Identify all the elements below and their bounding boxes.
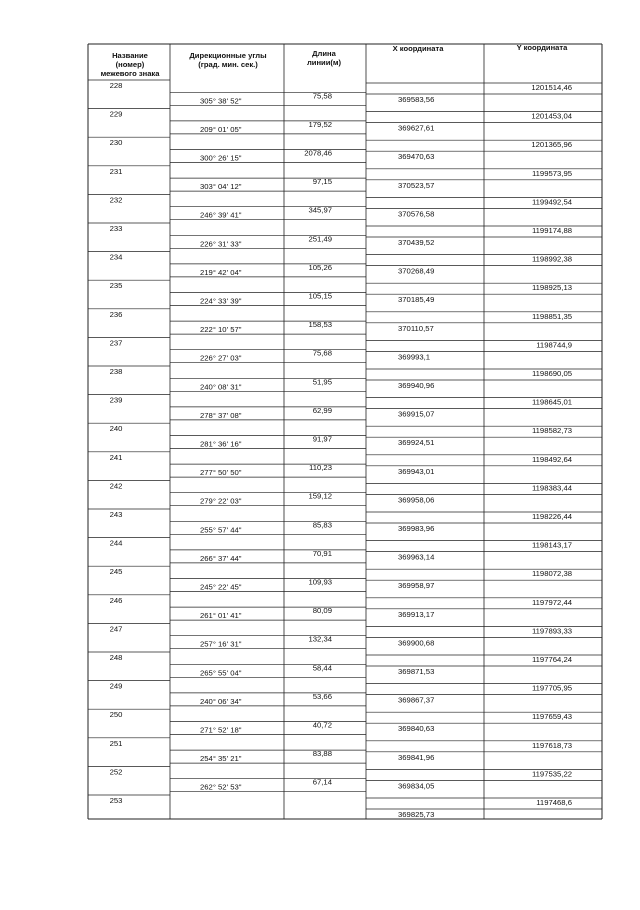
direction-angle: 277° 50' 50" xyxy=(200,468,242,478)
y-coordinate: 1201453,04 xyxy=(531,111,572,121)
point-name: 244 xyxy=(109,538,123,548)
x-coordinate: 369867,37 xyxy=(398,695,435,705)
point-name: 246 xyxy=(109,595,123,605)
line-length: 80,09 xyxy=(312,606,332,616)
direction-angle: 255° 57' 44" xyxy=(200,525,242,535)
point-name: 237 xyxy=(109,338,123,348)
direction-angle: 254° 35' 21" xyxy=(200,754,242,764)
point-name: 248 xyxy=(109,653,123,662)
header-y-coordinate: Y координата xyxy=(516,43,568,52)
line-length: 85,83 xyxy=(312,520,332,530)
x-coordinate: 369915,07 xyxy=(398,409,435,419)
direction-angle: 300° 26' 15" xyxy=(200,153,242,163)
x-coordinate: 369924,51 xyxy=(398,438,435,448)
x-coordinate: 369627,61 xyxy=(398,123,435,133)
y-coordinate: 1197618,73 xyxy=(531,740,572,750)
table-body xyxy=(88,44,602,819)
y-coordinate: 1201365,96 xyxy=(531,140,572,150)
x-coordinate: 369913,17 xyxy=(398,609,435,619)
x-coordinate: 369470,63 xyxy=(398,152,435,162)
direction-angle: 266° 37' 44" xyxy=(200,553,242,563)
direction-angle: 240° 06' 34" xyxy=(200,696,242,706)
x-coordinate: 369825,73 xyxy=(398,810,435,819)
y-coordinate: 1199573,95 xyxy=(531,168,572,178)
y-coordinate: 1197468,6 xyxy=(536,798,572,807)
direction-angle: 226° 31' 33" xyxy=(200,239,242,249)
point-name: 239 xyxy=(109,395,123,405)
direction-angle: 278° 37' 08" xyxy=(200,410,242,420)
point-name: 233 xyxy=(109,224,123,233)
y-coordinate: 1198645,01 xyxy=(531,397,572,407)
y-coordinate: 1198744,9 xyxy=(536,340,572,350)
y-coordinate: 1198690,05 xyxy=(531,369,572,378)
header-length-line-2: линии(м) xyxy=(306,58,342,67)
point-name: 250 xyxy=(109,710,123,720)
point-name: 253 xyxy=(109,796,123,805)
x-coordinate: 370268,49 xyxy=(398,266,435,276)
point-name: 240 xyxy=(109,424,123,434)
line-length: 158,53 xyxy=(308,320,332,330)
x-coordinate: 369583,56 xyxy=(398,95,435,104)
y-coordinate: 1197705,95 xyxy=(531,683,572,693)
header-angle-line-2: (град. мин. сек.) xyxy=(198,60,258,69)
line-length: 51,95 xyxy=(312,377,332,387)
direction-angle: 265° 55' 04" xyxy=(200,668,242,678)
direction-angle: 262° 52' 53" xyxy=(200,782,242,792)
direction-angle: 224° 33' 39" xyxy=(200,296,242,306)
x-coordinate: 370576,58 xyxy=(398,209,435,219)
direction-angle: 271° 52' 18" xyxy=(200,725,242,735)
y-coordinate: 1197893,33 xyxy=(531,626,572,636)
direction-angle: 305° 38' 52" xyxy=(200,96,242,106)
x-coordinate: 369900,68 xyxy=(398,638,435,648)
x-coordinate: 370523,57 xyxy=(398,180,435,190)
line-length: 75,68 xyxy=(312,348,332,358)
point-name: 252 xyxy=(109,767,123,777)
line-length: 105,26 xyxy=(308,262,332,272)
line-length: 105,15 xyxy=(308,291,332,301)
x-coordinate: 369943,01 xyxy=(398,466,435,476)
header-name-line-1: Название xyxy=(112,51,148,60)
direction-angle: 303° 04' 12" xyxy=(200,182,242,192)
point-name: 251 xyxy=(109,738,123,748)
direction-angle: 281° 36' 16" xyxy=(200,439,242,449)
y-coordinate: 1198582,73 xyxy=(531,426,572,436)
line-length: 110,23 xyxy=(309,463,332,473)
direction-angle: 245° 22' 45" xyxy=(200,582,242,592)
y-coordinate: 1198851,35 xyxy=(531,311,572,321)
x-coordinate: 369834,05 xyxy=(398,781,435,791)
header-angle-line-1: Дирекционные углы xyxy=(189,51,267,60)
x-coordinate: 370439,52 xyxy=(398,238,435,247)
x-coordinate: 369993,1 xyxy=(398,352,431,362)
header-x-coordinate: X координата xyxy=(392,44,444,53)
x-coordinate: 369963,14 xyxy=(398,552,435,562)
y-coordinate: 1199174,88 xyxy=(531,226,572,235)
line-length: 91,97 xyxy=(312,434,332,444)
direction-angle: 279° 22' 03" xyxy=(200,496,242,506)
point-name: 235 xyxy=(109,281,123,291)
direction-angle: 226° 27' 03" xyxy=(200,353,242,363)
direction-angle: 222° 10' 57" xyxy=(200,325,242,335)
point-name: 245 xyxy=(109,567,123,577)
direction-angle: 246° 39' 41" xyxy=(200,210,242,220)
x-coordinate: 369958,06 xyxy=(398,495,435,505)
y-coordinate: 1197972,44 xyxy=(531,597,572,607)
line-length: 62,99 xyxy=(312,405,332,415)
x-coordinate: 369940,96 xyxy=(398,381,435,390)
y-coordinate: 1197659,43 xyxy=(531,712,572,722)
line-length: 159,12 xyxy=(308,491,332,501)
x-coordinate: 369958,97 xyxy=(398,581,435,591)
line-length: 345,97 xyxy=(308,205,332,215)
point-name: 236 xyxy=(109,309,123,319)
direction-angle: 219° 42' 04" xyxy=(200,267,242,277)
line-length: 75,58 xyxy=(312,91,332,101)
y-coordinate: 1198383,44 xyxy=(531,483,572,493)
point-name: 243 xyxy=(109,510,123,519)
y-coordinate: 1198925,13 xyxy=(531,283,572,293)
point-name: 228 xyxy=(109,81,123,90)
line-length: 83,88 xyxy=(312,749,332,759)
point-name: 229 xyxy=(109,109,123,119)
x-coordinate: 369840,63 xyxy=(398,724,435,734)
x-coordinate: 370110,57 xyxy=(398,323,434,333)
line-length: 251,49 xyxy=(308,234,332,244)
y-coordinate: 1198143,17 xyxy=(531,540,572,550)
y-coordinate: 1198992,38 xyxy=(531,254,572,264)
point-name: 234 xyxy=(109,252,123,262)
point-name: 238 xyxy=(109,367,123,376)
y-coordinate: 1199492,54 xyxy=(531,197,572,207)
x-coordinate: 370185,49 xyxy=(398,295,435,305)
direction-angle: 261° 01' 41" xyxy=(200,611,242,621)
y-coordinate: 1201514,46 xyxy=(531,83,572,92)
x-coordinate: 369871,53 xyxy=(398,667,435,676)
header-name-line-3: межевого знака xyxy=(100,69,160,78)
header-name-line-2: (номер) xyxy=(115,60,145,69)
header-length-line-1: Длина xyxy=(312,49,336,58)
line-length: 58,44 xyxy=(312,663,332,673)
y-coordinate: 1198492,64 xyxy=(531,454,572,464)
line-length: 132,34 xyxy=(308,634,332,644)
line-length: 53,66 xyxy=(312,691,332,701)
line-length: 67,14 xyxy=(312,777,332,787)
direction-angle: 209° 01' 05" xyxy=(200,124,242,134)
y-coordinate: 1198072,38 xyxy=(531,569,572,579)
point-name: 247 xyxy=(109,624,123,634)
line-length: 179,52 xyxy=(308,119,332,129)
line-length: 70,91 xyxy=(312,548,332,558)
point-name: 231 xyxy=(109,166,123,176)
x-coordinate: 369841,96 xyxy=(398,752,435,762)
line-length: 109,93 xyxy=(308,577,332,587)
point-name: 230 xyxy=(109,138,123,148)
line-length: 2078,46 xyxy=(304,148,332,158)
x-coordinate: 369983,96 xyxy=(398,524,435,533)
direction-angle: 240° 08' 31" xyxy=(200,382,242,392)
direction-angle: 257° 16' 31" xyxy=(200,639,242,649)
y-coordinate: 1197764,24 xyxy=(531,655,572,664)
line-length: 40,72 xyxy=(312,720,332,730)
point-name: 232 xyxy=(109,195,123,205)
point-name: 249 xyxy=(109,681,123,691)
y-coordinate: 1198226,44 xyxy=(531,512,572,521)
point-name: 242 xyxy=(109,481,123,491)
point-name: 241 xyxy=(109,452,123,462)
y-coordinate: 1197535,22 xyxy=(531,769,572,779)
line-length: 97,15 xyxy=(312,177,332,187)
